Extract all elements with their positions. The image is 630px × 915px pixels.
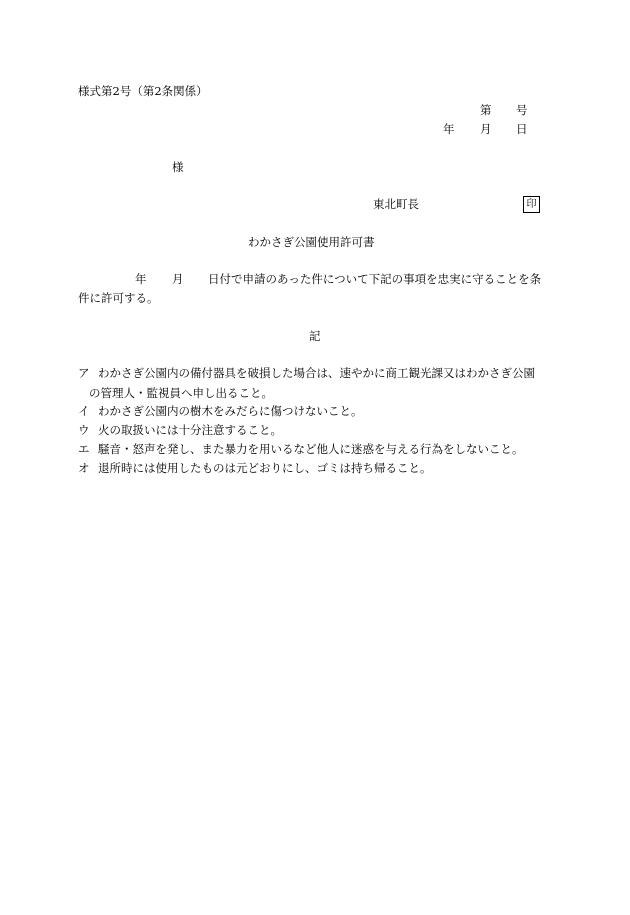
body-year: 年 [135,272,147,286]
item-text: わかさぎ公園内の樹木をみだらに傷つけないこと。 [98,404,363,418]
item-marker: ウ [78,423,90,437]
list-item [78,406,558,418]
item-marker: オ [78,461,90,475]
document-title: わかさぎ公園使用許可書 [248,235,375,249]
item-text: わかさぎ公園内の備付器具を破損した場合は、速やかに商工観光課又はわかさぎ公園 [98,366,535,380]
addressee-suffix: 様 [172,160,184,174]
list-item [78,425,558,437]
item-marker: エ [78,442,90,456]
date-year: 年 [443,122,455,136]
list-item [78,444,558,456]
body-month: 月 [172,272,184,286]
item-text: 退所時には使用したものは元どおりにし、ゴミは持ち帰ること。 [98,461,432,475]
body-line1: 日付で申請のあった件について下記の事項を忠実に守ることを条 [208,272,542,286]
item-marker: イ [78,404,90,418]
number-suffix: 号 [516,103,528,117]
number-prefix: 第 [480,103,492,117]
body-line2: 件に許可する。 [78,291,159,305]
item-marker: ア [78,366,90,380]
seal-stamp: 印 [523,196,540,213]
item-text: 騒音・怒声を発し、また暴力を用いるなど他人に迷惑を与える行為をしないこと。 [98,442,524,456]
item-text: 火の取扱いには十分注意すること。 [98,423,282,437]
item-continuation: の管理人・監視員へ申し出ること。 [89,385,273,400]
list-item [78,368,558,399]
ki-heading: 記 [309,329,321,343]
form-label: 様式第2号（第2条関係） [78,84,208,98]
date-month: 月 [480,122,492,136]
date-day: 日 [516,122,528,136]
issuer-name: 東北町長 [373,197,419,211]
list-item [78,463,558,475]
